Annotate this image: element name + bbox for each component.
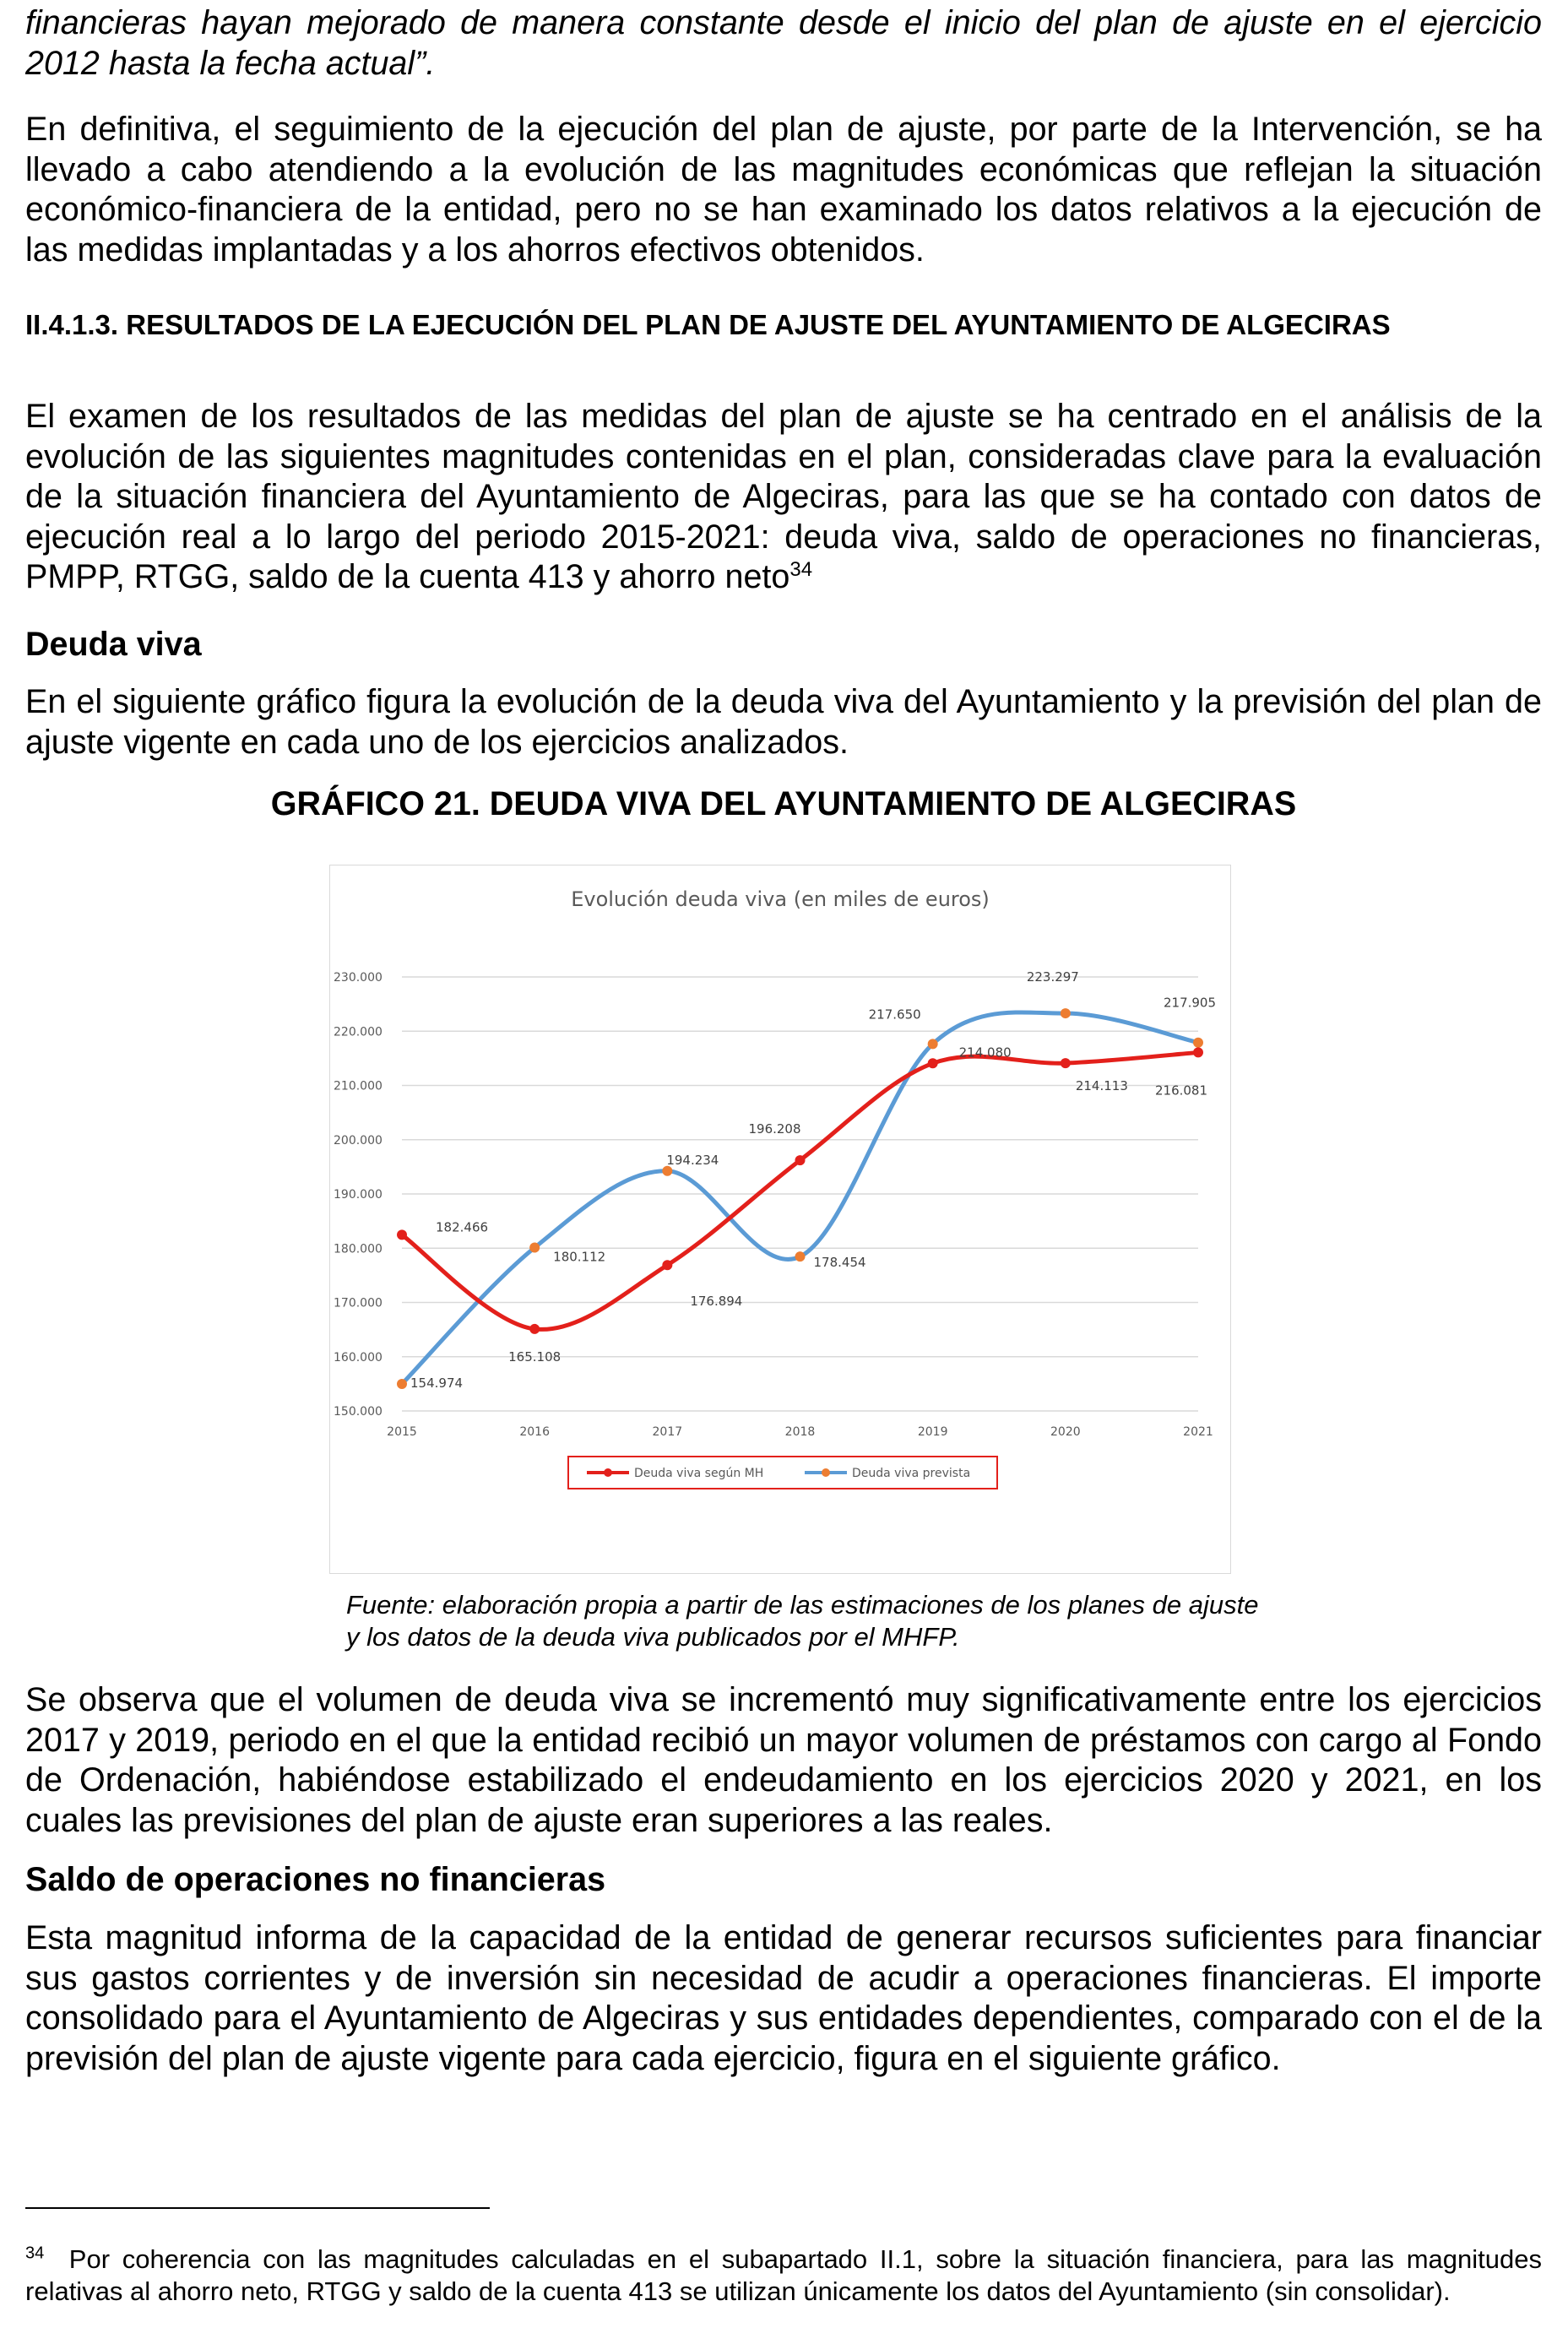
y-tick-label: 170.000 [334,1296,383,1310]
point-deuda-viva-mh [1193,1047,1203,1057]
point-deuda-viva-mh [662,1260,672,1270]
point-deuda-viva-prevista [529,1243,540,1253]
data-label-deuda-viva-mh: 214.113 [1075,1078,1128,1094]
section-heading: II.4.1.3. RESULTADOS DE LA EJECUCIÓN DEL PLAN DE AJUSTE DEL AYUNTAMIENTO DE ALGECIRAS [25,309,1391,340]
data-label-deuda-viva-mh: 182.466 [436,1219,489,1235]
chart-title: Evolución deuda viva (en miles de euros) [571,887,990,911]
x-tick-label: 2016 [519,1425,550,1439]
y-tick-label: 190.000 [334,1188,383,1202]
point-deuda-viva-prevista [795,1251,806,1262]
paragraph-observa: Se observa que el volumen de deuda viva se incrementó muy significativamente entre los ejercicios 2017 y 2019, periodo en el que la entidad recibió un mayor volumen de préstamos con cargo al Fondo de Ordenación, habiéndose estabilizado el endeudamiento en los ejercicios 2020 y 2021, en los cuales las previsiones del plan de ajuste eran superiores a las reales. [25,1681,1542,1839]
series-line-deuda-viva-mh [402,1052,1198,1329]
data-label-deuda-viva-mh: 176.894 [690,1294,743,1310]
legend-label-deuda-viva-mh: Deuda viva según MH [634,1467,764,1480]
data-label-deuda-viva-prevista: 217.905 [1163,995,1217,1011]
x-tick-label: 2015 [387,1425,417,1439]
legend-marker-deuda-viva-mh [604,1468,612,1477]
paragraph-magnitud: Esta magnitud informa de la capacidad de la entidad de generar recursos suficientes para financiar sus gastos corrientes y de inversión sin necesidad de acudir a operaciones financieras. El importe consolidado para el Ayuntamiento de Algeciras y sus entidades dependientes, comparado con el de la previsión del plan de ajuste vigente para cada ejercicio, figura en el siguiente gráfico. [25,1919,1542,2077]
point-deuda-viva-prevista [928,1039,938,1049]
paragraph-grafico: En el siguiente gráfico figura la evolución de la deuda viva del Ayuntamiento y la previsión del plan de ajuste vigente en cada uno de los ejercicios analizados. [25,683,1542,761]
point-deuda-viva-prevista [1061,1008,1071,1018]
y-tick-label: 210.000 [334,1079,383,1093]
x-tick-label: 2021 [1183,1425,1213,1439]
point-deuda-viva-mh [928,1058,938,1068]
paragraph-definitiva: En definitiva, el seguimiento de la ejecución del plan de ajuste, por parte de la Intervención, se ha llevado a cabo atendiendo a la evolución de las magnitudes económicas que reflejan la situación económico-financiera de la entidad, pero no se han examinado los datos relativos a la ejecución de las medidas implantadas y a los ahorros efectivos obtenidos. [25,111,1542,269]
subheading-saldo-operaciones: Saldo de operaciones no financieras [25,1861,606,1898]
data-label-deuda-viva-prevista: 194.234 [666,1152,719,1168]
y-tick-label: 160.000 [334,1350,383,1365]
legend-label-deuda-viva-prevista: Deuda viva prevista [852,1467,971,1480]
footnote-reference[interactable]: 34 [789,557,813,581]
point-deuda-viva-prevista [397,1379,407,1389]
chart-canvas [330,865,1230,1573]
point-deuda-viva-mh [397,1229,407,1240]
legend-marker-deuda-viva-prevista [822,1468,830,1477]
point-deuda-viva-mh [529,1324,540,1334]
data-label-deuda-viva-mh: 216.081 [1154,1082,1208,1099]
x-tick-label: 2019 [917,1425,948,1439]
point-deuda-viva-mh [1061,1058,1071,1068]
data-label-deuda-viva-prevista: 223.297 [1026,969,1079,985]
figure-source-note: Fuente: elaboración propia a partir de las estimaciones de los planes de ajuste y los datos de la deuda viva publicados por el MHFP. [346,1590,1259,1652]
data-label-deuda-viva-prevista: 154.974 [410,1375,464,1392]
point-deuda-viva-mh [795,1155,806,1165]
paragraph-examen [25,397,1542,598]
footnote-number: 34 [25,2244,45,2263]
x-tick-label: 2020 [1050,1425,1081,1439]
point-deuda-viva-prevista [1193,1038,1203,1048]
subheading-deuda-viva: Deuda viva [25,626,202,663]
x-tick-label: 2017 [652,1425,683,1439]
figure-title: GRÁFICO 21. DEUDA VIVA DEL AYUNTAMIENTO DE ALGECIRAS [270,785,1297,822]
x-tick-label: 2018 [784,1425,816,1439]
footnote-text: Por coherencia con las magnitudes calculadas en el subapartado II.1, sobre la situación financiera, para las magnitudes relativas al ahorro neto, RTGG y saldo de la cuenta 413 se utilizan únicamente los datos del Ayuntamiento (sin consolidar). [25,2244,1542,2306]
intro-quote-paragraph: financieras hayan mejorado de manera constante desde el inicio del plan de ajuste en el ejercicio 2012 hasta la fecha actual”. [25,4,1542,82]
data-label-deuda-viva-mh: 165.108 [508,1348,562,1365]
series-line-deuda-viva-prevista [402,1012,1198,1384]
y-tick-label: 230.000 [334,971,383,985]
data-label-deuda-viva-prevista: 180.112 [553,1249,606,1265]
y-tick-label: 200.000 [334,1133,383,1148]
data-label-deuda-viva-prevista: 217.650 [868,1007,921,1023]
y-tick-label: 150.000 [334,1405,383,1419]
paragraph-examen-text: El examen de los resultados de las medidas del plan de ajuste se ha centrado en el análisis de la evolución de las siguientes magnitudes contenidas en el plan, consideradas clave para la evaluación de la situación financiera del Ayuntamiento de Algeciras, para las que se ha contado con datos de ejecución real a lo largo del periodo 2015-2021: deuda viva, saldo de operaciones no financieras, PMPP, RTGG, saldo de la cuenta 413 y ahorro neto [25,398,1542,595]
deuda-viva-chart [329,865,1231,1574]
footnote [25,2244,1542,2308]
y-tick-label: 180.000 [334,1242,383,1256]
data-label-deuda-viva-mh: 196.208 [748,1121,801,1137]
y-tick-label: 220.000 [334,1025,383,1039]
data-label-deuda-viva-mh: 214.080 [958,1044,1012,1061]
footnote-separator [25,2207,490,2209]
data-label-deuda-viva-prevista: 178.454 [813,1255,866,1271]
